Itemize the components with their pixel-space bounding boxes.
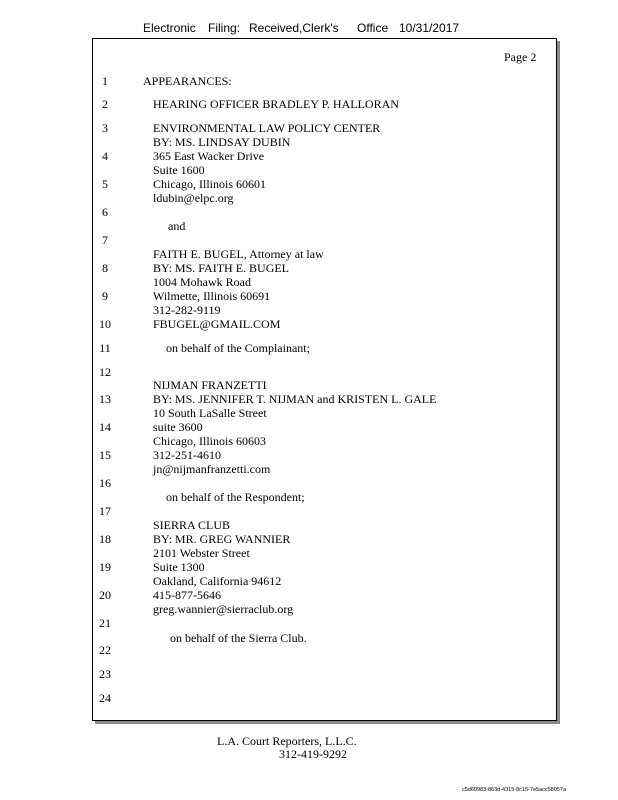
- transcript-line: ldubin@elpc.org: [153, 191, 234, 205]
- line-number: 5: [102, 177, 108, 191]
- transcript-line: 312-251-4610: [153, 448, 221, 462]
- line-number: 6: [102, 205, 108, 219]
- line-number: 7: [102, 233, 108, 247]
- line-number: 17: [99, 504, 111, 518]
- footer-phone: 312-419-9292: [279, 747, 347, 761]
- transcript-line: jn@nijmanfranzetti.com: [153, 462, 271, 476]
- line-number: 23: [99, 667, 111, 681]
- transcript-line: FAITH E. BUGEL, Attorney at law: [153, 247, 324, 261]
- transcript-line: 365 East Wacker Drive: [153, 149, 265, 163]
- header-electronic: Electronic: [143, 21, 196, 35]
- line-number: 12: [99, 365, 111, 379]
- transcript-line: 312-282-9119: [153, 303, 221, 317]
- transcript-line: 415-877-5646: [153, 588, 221, 602]
- line-number: 4: [102, 149, 108, 163]
- transcript-line: Suite 1600: [153, 163, 205, 177]
- transcript-line: Wilmette, Illinois 60691: [153, 289, 271, 303]
- line-number: 2: [102, 97, 108, 111]
- line-number: 21: [99, 616, 111, 630]
- transcript-line: suite 3600: [153, 420, 203, 434]
- transcript-line: BY: MR. GREG WANNIER: [153, 532, 291, 546]
- transcript-line: Oakland, California 94612: [153, 574, 282, 588]
- transcript-line: SIERRA CLUB: [153, 518, 231, 532]
- line-number: 11: [99, 341, 111, 355]
- transcript-line: on behalf of the Complainant;: [166, 341, 310, 355]
- transcript-line: HEARING OFFICER BRADLEY P. HALLORAN: [153, 97, 399, 111]
- transcript-line: FBUGEL@GMAIL.COM: [153, 317, 281, 331]
- transcript-line: 1004 Mohawk Road: [153, 275, 251, 289]
- line-number: 20: [99, 588, 111, 602]
- transcript-line: greg.wannier@sierraclub.org: [153, 602, 294, 616]
- line-number: 14: [99, 420, 111, 434]
- transcript-line: ENVIRONMENTAL LAW POLICY CENTER: [153, 121, 381, 135]
- header-date: 10/31/2017: [399, 21, 460, 35]
- header-filing: Filing:: [208, 21, 241, 35]
- line-number: 16: [99, 476, 111, 490]
- line-number: 24: [99, 691, 111, 705]
- line-number: 13: [99, 392, 111, 406]
- transcript-line: on behalf of the Sierra Club.: [170, 631, 307, 645]
- line-number: 8: [102, 261, 108, 275]
- transcript-line: Chicago, Illinois 60603: [153, 434, 266, 448]
- line-number: 3: [102, 121, 108, 135]
- transcript-line: BY: MS. JENNIFER T. NIJMAN and KRISTEN L. GALE: [153, 392, 437, 406]
- transcript-line: Chicago, Illinois 60601: [153, 177, 266, 191]
- transcript-line: 2101 Webster Street: [153, 546, 250, 560]
- line-number: 9: [102, 289, 108, 303]
- transcript-line: APPEARANCES:: [143, 74, 232, 88]
- transcript-line: Suite 1300: [153, 560, 205, 574]
- transcript-line: BY: MS. FAITH E. BUGEL: [153, 261, 290, 275]
- transcript-line: BY: MS. LINDSAY DUBIN: [153, 135, 291, 149]
- line-number: 22: [99, 643, 111, 657]
- footer-company: L.A. Court Reporters, L.L.C.: [217, 734, 357, 748]
- transcript-line: on behalf of the Respondent;: [166, 490, 305, 504]
- line-number: 1: [102, 74, 108, 88]
- document-id: c5d60983-863d-4315-8c15-7e5acc58057a: [462, 787, 566, 793]
- line-number: 10: [99, 317, 111, 331]
- page-number: Page 2: [504, 50, 537, 64]
- line-number: 19: [99, 560, 111, 574]
- line-number: 18: [99, 532, 111, 546]
- transcript-line: NIJMAN FRANZETTI: [153, 378, 267, 392]
- line-number: 15: [99, 448, 111, 462]
- header-office: Office: [357, 21, 389, 35]
- header-received: Received,Clerk's: [249, 21, 339, 35]
- transcript-line: 10 South LaSalle Street: [153, 406, 267, 420]
- transcript-line: and: [168, 219, 186, 233]
